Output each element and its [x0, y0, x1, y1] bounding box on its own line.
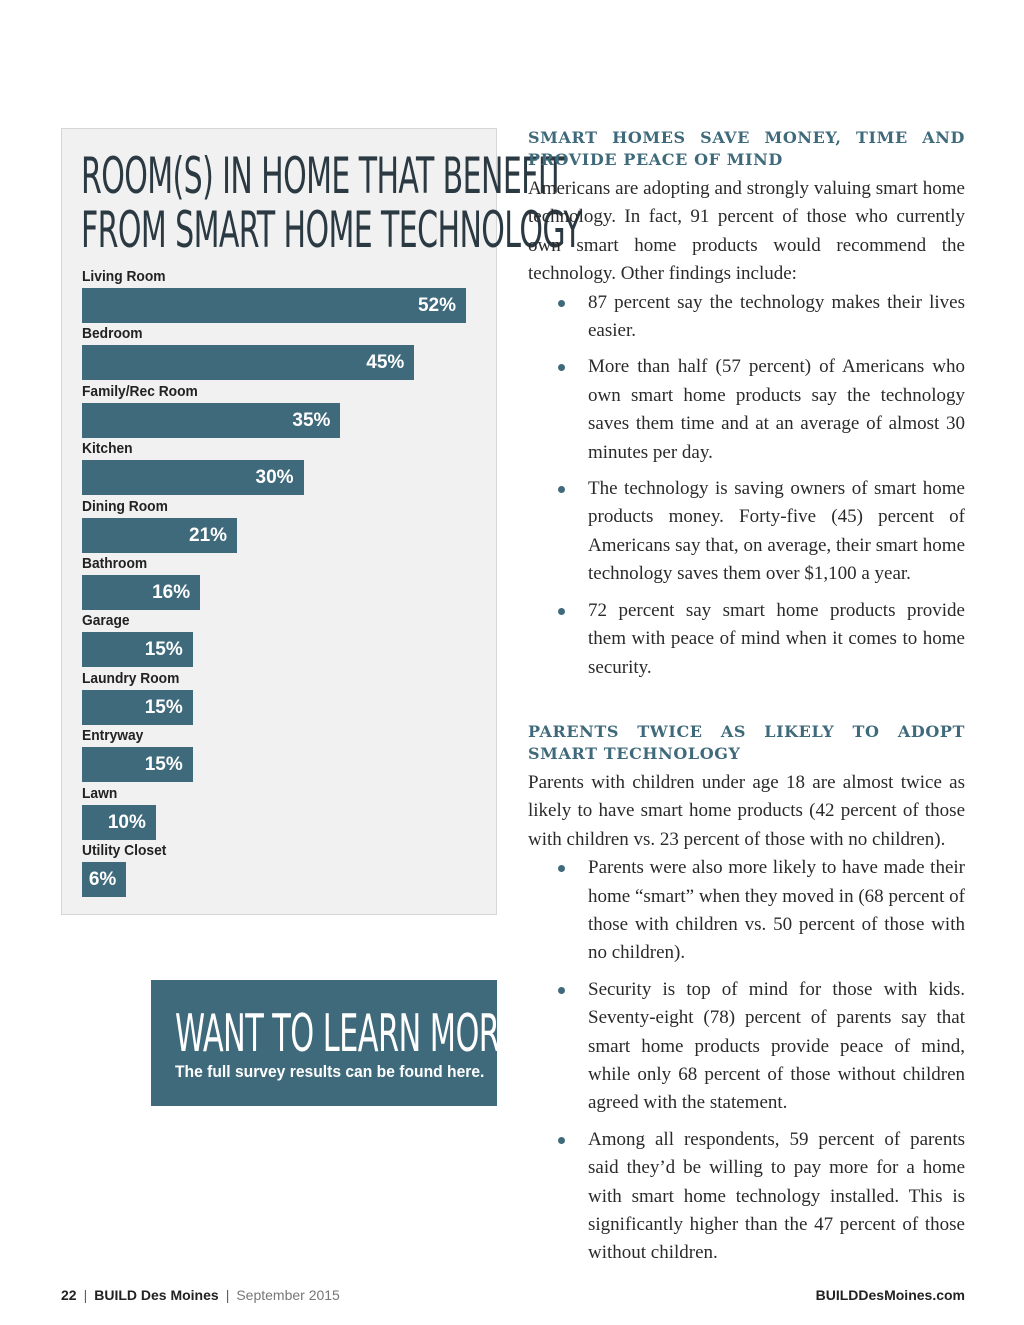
bullet-text: The technology is saving owners of smart home products money. Forty-five (45) percent of Americans say that, on average, their smart home technology saves them over $1,100 a year. [588, 478, 965, 585]
bar-category-label: Utility Closet [82, 842, 167, 859]
chart-title-line-1: ROOM(S) IN HOME THAT BENEFIT [81, 147, 564, 205]
bullet-item [588, 353, 965, 467]
bar [82, 518, 237, 553]
bar-value-label: 35% [292, 409, 331, 431]
bullet-dot-icon [558, 1137, 565, 1144]
survey-results-link[interactable]: The full survey results can be found here. [175, 1062, 485, 1081]
bullet-dot-icon [558, 865, 565, 872]
bar [82, 345, 414, 380]
bullet-dot-icon [558, 364, 565, 371]
bar-category-label: Living Room [82, 268, 166, 285]
chart-title [81, 147, 582, 259]
website-link[interactable]: BUILDDesMoines.com [815, 1287, 965, 1303]
bullet-text: Parents were also more likely to have made their home “smart” when they moved in (68 percent of those with children vs. 50 percent of those with no children). [588, 857, 965, 964]
article-section-parents [528, 721, 965, 1268]
section-heading: PARENTS TWICE AS LIKELY TO ADOPT SMART TECHNOLOGY [528, 721, 965, 763]
bullet-dot-icon [558, 608, 565, 615]
bullet-text: Security is top of mind for those with kids. Seventy-eight (78) percent of parents say that smart home products provide peace of mind, while only 68 percent of those without children agreed with the statement. [588, 978, 965, 1114]
bar-value-label: 6% [88, 869, 117, 890]
footer-left [61, 1287, 340, 1305]
section-intro: Americans are adopting and strongly valuing smart home technology. In fact, 91 percent of those who currently own smart home products would recommend the technology. Other findings include: [528, 178, 965, 285]
bar [82, 288, 466, 323]
bullet-list [528, 289, 965, 682]
bar-category-label: Lawn [82, 784, 118, 802]
footer-separator: | [225, 1287, 230, 1303]
bar [82, 862, 126, 897]
bar [82, 632, 193, 667]
learn-more-heading: WANT TO LEARN MORE? [175, 1004, 534, 1064]
bar-category-label: Dining Room [82, 497, 168, 515]
bar [82, 805, 156, 840]
publication-name: BUILD Des Moines [94, 1287, 219, 1303]
bar-value-label: 45% [366, 352, 405, 374]
page-number: 22 [61, 1287, 77, 1303]
bar-value-label: 21% [189, 524, 228, 546]
bar [82, 575, 200, 610]
bar-value-label: 15% [144, 696, 183, 718]
bar-value-label: 16% [152, 582, 191, 603]
article-section-savings [528, 127, 965, 682]
page-footer [61, 1287, 965, 1307]
bullet-dot-icon [558, 486, 565, 493]
bar-category-label: Entryway [82, 727, 144, 745]
bullet-item [588, 976, 965, 1118]
bar [82, 690, 193, 725]
bullet-dot-icon [558, 987, 565, 994]
article-column [528, 127, 965, 1276]
bar-category-label: Family/Rec Room [82, 382, 198, 400]
bullet-item [588, 289, 965, 346]
bar-value-label: 15% [144, 639, 183, 661]
bullet-item [588, 1126, 965, 1268]
bullet-list [528, 854, 965, 1268]
chart-panel [61, 128, 582, 915]
bar-category-label: Garage [82, 612, 130, 630]
chart-title-line-2: FROM SMART HOME TECHNOLOGY [81, 201, 582, 259]
bar [82, 403, 340, 438]
bullet-text: Among all respondents, 59 percent of parents said they’d be willing to pay more for a home with smart home technology installed. This is significantly higher than the 47 percent of those without children. [588, 1128, 965, 1264]
bullet-text: 72 percent say smart home products provide them with peace of mind when it comes to home security. [588, 599, 965, 678]
bullet-dot-icon [558, 300, 565, 307]
bar-value-label: 30% [255, 467, 294, 489]
bullet-item [588, 475, 965, 589]
learn-more-banner[interactable] [151, 980, 534, 1106]
section-intro: Parents with children under age 18 are almost twice as likely to have smart home products (42 percent of those with children vs. 23 percent of those with no children). [528, 771, 965, 850]
issue-date: September 2015 [236, 1287, 340, 1303]
bullet-item [588, 854, 965, 968]
section-heading: SMART HOMES SAVE MONEY, TIME AND PROVIDE PEACE OF MIND [528, 128, 965, 169]
bar-category-label: Bedroom [82, 325, 143, 343]
bar-value-label: 52% [417, 295, 456, 316]
bar-category-label: Laundry Room [82, 669, 180, 687]
bullet-text: More than half (57 percent) of Americans who own smart home products say the technology saves them time and at an average of almost 30 minutes per day. [588, 356, 965, 463]
footer-separator: | [83, 1287, 88, 1303]
bar-category-label: Bathroom [82, 555, 148, 572]
bullet-item [588, 597, 965, 682]
bar-category-label: Kitchen [82, 440, 133, 458]
bar-value-label: 10% [107, 811, 146, 833]
bar-value-label: 15% [144, 754, 183, 776]
bar [82, 460, 304, 495]
bar [82, 747, 193, 782]
bullet-text: 87 percent say the technology makes their lives easier. [588, 291, 965, 342]
